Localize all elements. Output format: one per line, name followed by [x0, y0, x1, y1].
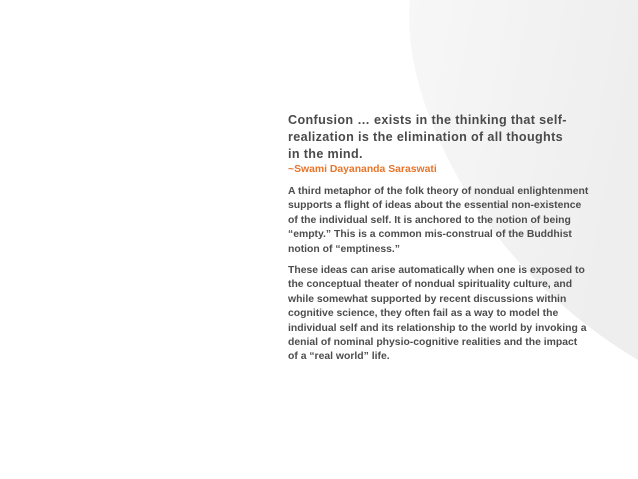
paragraph-line: of the individual self. It is anchored to the notion of being [288, 214, 571, 226]
paragraph-2 [288, 264, 606, 365]
text-block [288, 112, 606, 372]
paragraph-line: of a “real world” life. [288, 351, 390, 363]
paragraph-1 [288, 185, 606, 257]
quote-author: ~Swami Dayananda Saraswati [288, 164, 437, 175]
paragraph-line: notion of “emptiness.” [288, 243, 400, 255]
paragraph-line: cognitive science, they often fail as a way to model the [288, 308, 559, 320]
paragraph-line: the conceptual theater of nondual spirituality culture, and [288, 279, 573, 291]
quote-line: Confusion … exists in the thinking that self- [288, 113, 567, 127]
paragraph-line: These ideas can arise automatically when one is exposed to [288, 265, 585, 277]
paragraph-line: individual self and its relationship to the world by invoking a [288, 322, 587, 334]
paragraph-line: “empty.” This is a common mis-construal of the Buddhist [288, 229, 572, 241]
paragraph-line: A third metaphor of the folk theory of nondual enlightenment [288, 186, 589, 197]
quote-line: realization is the elimination of all thoughts [288, 130, 563, 144]
paragraph-line: denial of nominal physio-cognitive realities and the impact [288, 337, 578, 349]
paragraph-line: supports a flight of ideas about the essential non-existence [288, 200, 582, 212]
quote-line: in the mind. [288, 147, 363, 161]
paragraph-line: while somewhat supported by recent discussions within [288, 293, 567, 305]
quote [288, 112, 606, 163]
